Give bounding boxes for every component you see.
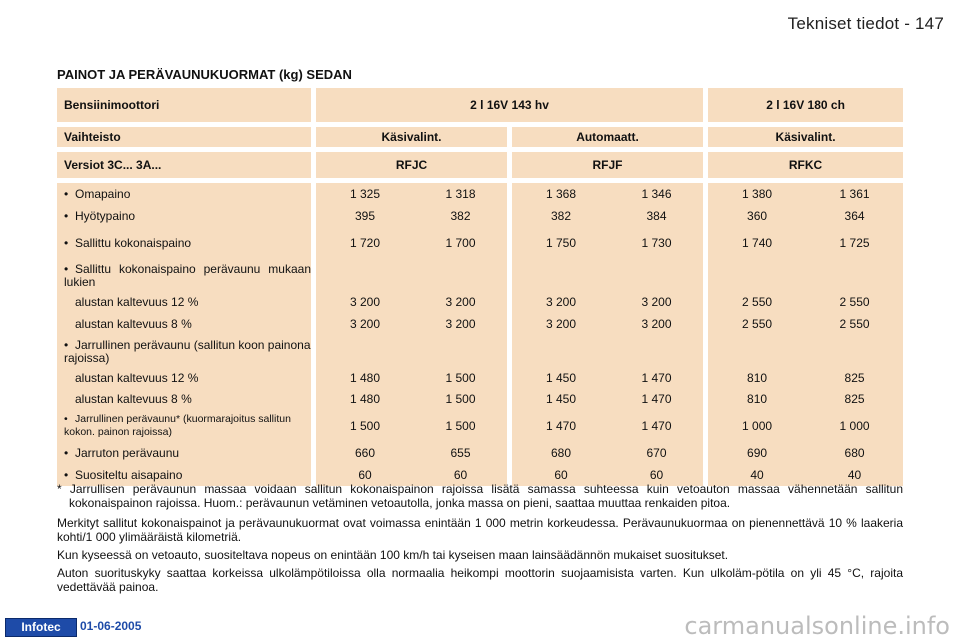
cell: 660 [316,442,414,464]
cell: 1 470 [610,389,708,410]
footnote-star: * Jarrullisen perävaunun massaa voidaan sallitun kokonaispainon rajoissa lisätä samassa suhteessa kuin vetoauton massaa vähennetään sallitun kokonaispainon rajoissa. Huom.: perävaunun vetäminen vetoautolla, jonka massa on pieni, saattaa muuttaa renkaiden pitoa. [57,482,903,510]
watermark: carmanualsonline.info [684,612,950,640]
version-label: Versiot 3C... 3A... [57,152,316,183]
cell: 3 200 [316,313,414,335]
table-row [57,205,903,227]
cell: 1 470 [610,368,708,389]
cell: 1 500 [316,410,414,442]
table-row [57,227,903,259]
cell: 382 [512,205,610,227]
weights-table [57,88,903,486]
engine-1: 2 l 16V 143 hv [316,88,708,127]
table-row [57,410,903,442]
cell: 60 [610,464,708,486]
engine-label: Bensiinimoottori [57,88,316,127]
cell: 1 380 [708,183,806,205]
cell: 1 700 [414,227,512,259]
cell: 60 [414,464,512,486]
cell: 1 450 [512,389,610,410]
cell: 364 [806,205,903,227]
cell: 1 000 [708,410,806,442]
cell: 825 [806,389,903,410]
cell: 60 [316,464,414,486]
version-1: RFJC [316,152,512,183]
gearbox-2: Automaatt. [512,127,708,152]
note-paragraph: Auton suorituskyky saattaa korkeissa ulkolämpötiloissa olla normaalia heikompi moottorin suojaamisista varten. Kun ulkoläm-pötila on yli 45 °C, rajoita vedettävää painoa. [57,566,903,594]
cell: 3 200 [316,292,414,313]
table-row [57,368,903,389]
page-header: Tekniset tiedot - 147 [787,14,944,33]
cell: 1 730 [610,227,708,259]
cell: 810 [708,389,806,410]
note-paragraph: Kun kyseessä on vetoauto, suositeltava nopeus on enintään 100 km/h tai kyseisen maan lainsäädännön mukaiset suositukset. [57,548,729,562]
cell: 3 200 [512,313,610,335]
cell: 2 550 [806,313,903,335]
cell: 1 318 [414,183,512,205]
cell: 655 [414,442,512,464]
cell: 1 500 [414,368,512,389]
cell: 1 470 [512,410,610,442]
cell: 810 [708,368,806,389]
table-row [57,389,903,410]
cell: 40 [806,464,903,486]
cell: 2 550 [708,313,806,335]
cell: 60 [512,464,610,486]
row-label: • Suositeltu aisapaino [64,468,182,482]
infotec-logo: Infotec [5,618,77,637]
row-label: alustan kaltevuus 12 % [57,292,316,313]
cell: 1 361 [806,183,903,205]
notes [57,482,903,598]
row-label: • Sallittu kokonaispaino [64,236,191,250]
row-label: Jarrullinen perävaunu (sallitun koon painona rajoissa) [64,337,311,365]
cell: 3 200 [512,292,610,313]
table-row [57,442,903,464]
row-label: alustan kaltevuus 8 % [57,313,316,335]
note-paragraph: Merkityt sallitut kokonaispainot ja perävaunukuormat ovat voimassa enintään 1 000 metrin korkeudessa. Perävaunukuormaa on pienennettävä 10 % laakeria kohti/1 000 ylimääräistä kilometriä. [57,516,903,544]
cell: 690 [708,442,806,464]
footer-date: 01-06-2005 [80,619,142,633]
row-label: Jarrullinen perävaunu* (kuormarajoitus sallitun kokon. painon rajoissa) [64,413,291,438]
cell: 1 740 [708,227,806,259]
row-label: alustan kaltevuus 8 % [57,389,316,410]
section-title: PAINOT JA PERÄVAUNUKUORMAT (kg) SEDAN [57,67,352,82]
gearbox-3: Käsivalint. [708,127,903,152]
row-label: Sallittu kokonaispaino perävaunu mukaan lukien [64,261,311,289]
row-label: • Omapaino [64,187,130,201]
cell: 1 000 [806,410,903,442]
cell: 1 325 [316,183,414,205]
cell: 3 200 [610,313,708,335]
gearbox-1: Käsivalint. [316,127,512,152]
row-label: • Jarruton perävaunu [64,446,179,460]
engine-2: 2 l 16V 180 ch [708,88,903,127]
cell: 680 [806,442,903,464]
cell: 1 750 [512,227,610,259]
cell: 40 [708,464,806,486]
cell: 680 [512,442,610,464]
cell: 1 500 [414,410,512,442]
table-row [57,313,903,335]
version-2: RFJF [512,152,708,183]
cell: 384 [610,205,708,227]
cell: 3 200 [414,313,512,335]
cell: 1 346 [610,183,708,205]
cell: 2 550 [806,292,903,313]
cell: 395 [316,205,414,227]
cell: 2 550 [708,292,806,313]
cell: 1 720 [316,227,414,259]
table-row [57,259,903,292]
cell: 1 480 [316,389,414,410]
cell: 3 200 [610,292,708,313]
cell: 382 [414,205,512,227]
cell: 670 [610,442,708,464]
cell: 1 470 [610,410,708,442]
cell: 1 500 [414,389,512,410]
cell: 1 450 [512,368,610,389]
cell: 825 [806,368,903,389]
cell: 1 725 [806,227,903,259]
table-row [57,292,903,313]
cell: 3 200 [414,292,512,313]
version-3: RFKC [708,152,903,183]
row-label: • Hyötypaino [64,209,135,223]
cell: 1 480 [316,368,414,389]
gearbox-label: Vaihteisto [57,127,316,152]
table-row [57,183,903,205]
cell: 360 [708,205,806,227]
cell: 1 368 [512,183,610,205]
table-row [57,335,903,368]
row-label: alustan kaltevuus 12 % [57,368,316,389]
